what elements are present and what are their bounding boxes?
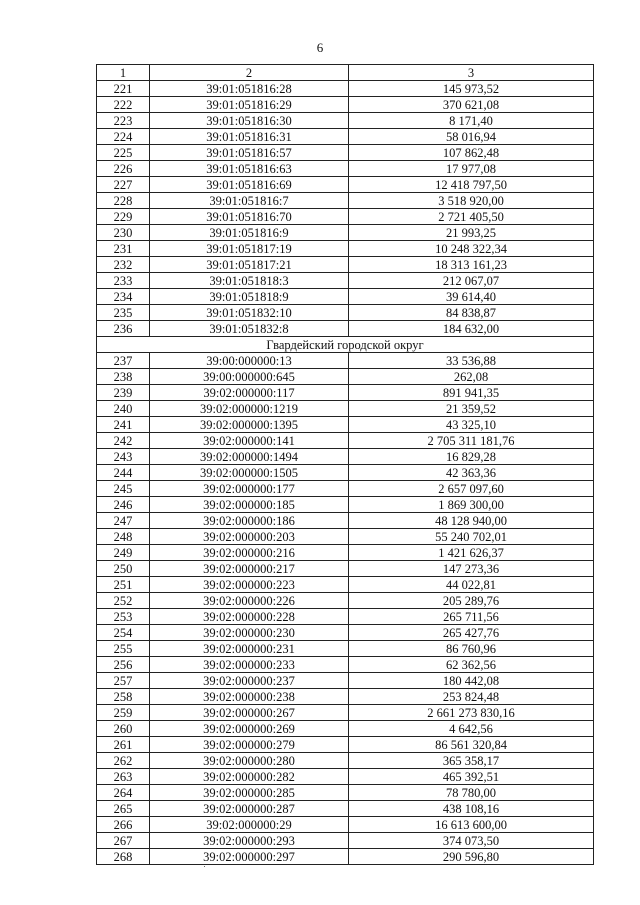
cadastral-number: 39:02:000000:1219 <box>150 401 349 417</box>
cadastral-value: 84 838,87 <box>349 305 594 321</box>
row-number: 250 <box>97 561 150 577</box>
row-number: 258 <box>97 689 150 705</box>
table-row <box>97 625 594 641</box>
row-number: 232 <box>97 257 150 273</box>
cadastral-number: 39:01:051816:29 <box>150 97 349 113</box>
cadastral-number: 39:01:051817:21 <box>150 257 349 273</box>
cadastral-value: 21 359,52 <box>349 401 594 417</box>
cadastral-number: 39:01:051816:7 <box>150 193 349 209</box>
row-number: 234 <box>97 289 150 305</box>
row-number: 248 <box>97 529 150 545</box>
page-number: 6 <box>316 40 324 55</box>
cadastral-value: 465 392,51 <box>349 769 594 785</box>
cadastral-value: 1 421 626,37 <box>349 545 594 561</box>
table-row <box>97 305 594 321</box>
cadastral-number: 39:01:051816:30 <box>150 113 349 129</box>
table-row <box>97 401 594 417</box>
table-row <box>97 721 594 737</box>
section-title: Гвардейский городской округ <box>97 337 594 353</box>
row-number: 236 <box>97 321 150 337</box>
cadastral-value: 39 614,40 <box>349 289 594 305</box>
table-row <box>97 593 594 609</box>
row-number: 226 <box>97 161 150 177</box>
row-number: 263 <box>97 769 150 785</box>
table-row <box>97 417 594 433</box>
table-row <box>97 321 594 337</box>
row-number: 222 <box>97 97 150 113</box>
scan-artifact <box>204 866 205 867</box>
cadastral-number: 39:02:000000:186 <box>150 513 349 529</box>
cadastral-number: 39:02:000000:287 <box>150 801 349 817</box>
cadastral-number: 39:01:051816:28 <box>150 81 349 97</box>
cadastral-number: 39:01:051817:19 <box>150 241 349 257</box>
table-row <box>97 289 594 305</box>
row-number: 235 <box>97 305 150 321</box>
cadastral-value: 21 993,25 <box>349 225 594 241</box>
table-row <box>97 385 594 401</box>
row-number: 257 <box>97 673 150 689</box>
cadastral-number: 39:02:000000:269 <box>150 721 349 737</box>
cadastral-number: 39:02:000000:223 <box>150 577 349 593</box>
cadastral-number: 39:02:000000:216 <box>150 545 349 561</box>
table-row <box>97 225 594 241</box>
cadastral-value: 12 418 797,50 <box>349 177 594 193</box>
table-row <box>97 769 594 785</box>
table-row <box>97 657 594 673</box>
row-number: 246 <box>97 497 150 513</box>
row-number: 242 <box>97 433 150 449</box>
row-number: 261 <box>97 737 150 753</box>
cadastral-number: 39:02:000000:280 <box>150 753 349 769</box>
cadastral-number: 39:02:000000:1395 <box>150 417 349 433</box>
cadastral-value: 438 108,16 <box>349 801 594 817</box>
row-number: 223 <box>97 113 150 129</box>
cadastral-number: 39:02:000000:231 <box>150 641 349 657</box>
cadastral-number: 39:01:051816:63 <box>150 161 349 177</box>
cadastral-number: 39:02:000000:117 <box>150 385 349 401</box>
table-row <box>97 833 594 849</box>
row-number: 239 <box>97 385 150 401</box>
table-row <box>97 353 594 369</box>
table-row <box>97 673 594 689</box>
cadastral-value: 16 829,28 <box>349 449 594 465</box>
row-number: 224 <box>97 129 150 145</box>
cadastral-number: 39:02:000000:228 <box>150 609 349 625</box>
table-row <box>97 577 594 593</box>
row-number: 266 <box>97 817 150 833</box>
row-number: 229 <box>97 209 150 225</box>
table-row <box>97 849 594 865</box>
row-number: 228 <box>97 193 150 209</box>
row-number: 260 <box>97 721 150 737</box>
table-row <box>97 609 594 625</box>
cadastral-number: 39:02:000000:1494 <box>150 449 349 465</box>
cadastral-value: 44 022,81 <box>349 577 594 593</box>
row-number: 221 <box>97 81 150 97</box>
table-row <box>97 129 594 145</box>
column-header-cadastral: 2 <box>150 65 349 81</box>
table-row <box>97 257 594 273</box>
row-number: 233 <box>97 273 150 289</box>
row-number: 241 <box>97 417 150 433</box>
cadastral-number: 39:02:000000:293 <box>150 833 349 849</box>
table-row <box>97 241 594 257</box>
cadastral-number: 39:02:000000:279 <box>150 737 349 753</box>
table-row <box>97 481 594 497</box>
registry-table <box>96 64 594 865</box>
cadastral-number: 39:01:051816:31 <box>150 129 349 145</box>
cadastral-value: 18 313 161,23 <box>349 257 594 273</box>
cadastral-value: 17 977,08 <box>349 161 594 177</box>
row-number: 240 <box>97 401 150 417</box>
row-number: 255 <box>97 641 150 657</box>
table-row <box>97 513 594 529</box>
cadastral-value: 8 171,40 <box>349 113 594 129</box>
cadastral-value: 16 613 600,00 <box>349 817 594 833</box>
table-row <box>97 801 594 817</box>
cadastral-number: 39:02:000000:267 <box>150 705 349 721</box>
table-row <box>97 753 594 769</box>
cadastral-number: 39:02:000000:203 <box>150 529 349 545</box>
cadastral-value: 147 273,36 <box>349 561 594 577</box>
cadastral-value: 184 632,00 <box>349 321 594 337</box>
cadastral-number: 39:02:000000:282 <box>150 769 349 785</box>
cadastral-number: 39:02:000000:297 <box>150 849 349 865</box>
cadastral-value: 107 862,48 <box>349 145 594 161</box>
cadastral-number: 39:02:000000:29 <box>150 817 349 833</box>
cadastral-value: 265 427,76 <box>349 625 594 641</box>
cadastral-value: 290 596,80 <box>349 849 594 865</box>
table-body-first-group <box>97 81 594 337</box>
cadastral-value: 365 358,17 <box>349 753 594 769</box>
cadastral-number: 39:02:000000:285 <box>150 785 349 801</box>
table-row <box>97 81 594 97</box>
cadastral-number: 39:02:000000:230 <box>150 625 349 641</box>
table-row <box>97 545 594 561</box>
table-row <box>97 465 594 481</box>
row-number: 244 <box>97 465 150 481</box>
cadastral-value: 33 536,88 <box>349 353 594 369</box>
cadastral-number: 39:01:051832:10 <box>150 305 349 321</box>
table-header-row <box>97 65 594 81</box>
row-number: 231 <box>97 241 150 257</box>
cadastral-number: 39:02:000000:185 <box>150 497 349 513</box>
cadastral-value: 4 642,56 <box>349 721 594 737</box>
cadastral-value: 42 363,36 <box>349 465 594 481</box>
cadastral-number: 39:02:000000:141 <box>150 433 349 449</box>
cadastral-number: 39:01:051832:8 <box>150 321 349 337</box>
table-row <box>97 449 594 465</box>
cadastral-value: 3 518 920,00 <box>349 193 594 209</box>
cadastral-value: 78 780,00 <box>349 785 594 801</box>
table-row <box>97 369 594 385</box>
cadastral-value: 2 721 405,50 <box>349 209 594 225</box>
row-number: 249 <box>97 545 150 561</box>
table-row <box>97 113 594 129</box>
row-number: 268 <box>97 849 150 865</box>
column-header-value: 3 <box>349 65 594 81</box>
cadastral-value: 10 248 322,34 <box>349 241 594 257</box>
table-row <box>97 177 594 193</box>
cadastral-value: 1 869 300,00 <box>349 497 594 513</box>
cadastral-value: 212 067,07 <box>349 273 594 289</box>
row-number: 259 <box>97 705 150 721</box>
cadastral-value: 370 621,08 <box>349 97 594 113</box>
cadastral-number: 39:01:051818:3 <box>150 273 349 289</box>
cadastral-value: 180 442,08 <box>349 673 594 689</box>
table-row <box>97 209 594 225</box>
cadastral-number: 39:01:051816:9 <box>150 225 349 241</box>
row-number: 243 <box>97 449 150 465</box>
row-number: 253 <box>97 609 150 625</box>
table-row <box>97 193 594 209</box>
table-body-second-group <box>97 353 594 865</box>
row-number: 256 <box>97 657 150 673</box>
cadastral-value: 265 711,56 <box>349 609 594 625</box>
cadastral-value: 55 240 702,01 <box>349 529 594 545</box>
cadastral-value: 86 561 320,84 <box>349 737 594 753</box>
row-number: 245 <box>97 481 150 497</box>
cadastral-value: 374 073,50 <box>349 833 594 849</box>
cadastral-number: 39:01:051816:57 <box>150 145 349 161</box>
cadastral-value: 145 973,52 <box>349 81 594 97</box>
row-number: 238 <box>97 369 150 385</box>
cadastral-value: 2 661 273 830,16 <box>349 705 594 721</box>
table-row <box>97 785 594 801</box>
cadastral-value: 205 289,76 <box>349 593 594 609</box>
cadastral-number: 39:00:000000:645 <box>150 369 349 385</box>
cadastral-value: 2 705 311 181,76 <box>349 433 594 449</box>
row-number: 247 <box>97 513 150 529</box>
cadastral-value: 253 824,48 <box>349 689 594 705</box>
table-row <box>97 737 594 753</box>
table-row <box>97 705 594 721</box>
cadastral-value: 891 941,35 <box>349 385 594 401</box>
table-row <box>97 817 594 833</box>
row-number: 254 <box>97 625 150 641</box>
table-row <box>97 161 594 177</box>
table-row <box>97 529 594 545</box>
table-row <box>97 273 594 289</box>
table-row <box>97 561 594 577</box>
cadastral-number: 39:02:000000:238 <box>150 689 349 705</box>
cadastral-value: 48 128 940,00 <box>349 513 594 529</box>
cadastral-number: 39:01:051818:9 <box>150 289 349 305</box>
cadastral-value: 58 016,94 <box>349 129 594 145</box>
table-row <box>97 433 594 449</box>
cadastral-number: 39:02:000000:237 <box>150 673 349 689</box>
row-number: 227 <box>97 177 150 193</box>
cadastral-value: 62 362,56 <box>349 657 594 673</box>
row-number: 251 <box>97 577 150 593</box>
row-number: 265 <box>97 801 150 817</box>
cadastral-number: 39:02:000000:217 <box>150 561 349 577</box>
cadastral-number: 39:02:000000:177 <box>150 481 349 497</box>
table-row <box>97 497 594 513</box>
table-row <box>97 145 594 161</box>
row-number: 230 <box>97 225 150 241</box>
table-row <box>97 689 594 705</box>
cadastral-value: 43 325,10 <box>349 417 594 433</box>
row-number: 262 <box>97 753 150 769</box>
table-row <box>97 641 594 657</box>
section-row <box>97 337 594 353</box>
row-number: 225 <box>97 145 150 161</box>
cadastral-number: 39:02:000000:1505 <box>150 465 349 481</box>
cadastral-number: 39:00:000000:13 <box>150 353 349 369</box>
row-number: 264 <box>97 785 150 801</box>
cadastral-number: 39:01:051816:70 <box>150 209 349 225</box>
table-row <box>97 97 594 113</box>
row-number: 252 <box>97 593 150 609</box>
cadastral-number: 39:02:000000:233 <box>150 657 349 673</box>
column-header-number: 1 <box>97 65 150 81</box>
row-number: 267 <box>97 833 150 849</box>
cadastral-number: 39:02:000000:226 <box>150 593 349 609</box>
cadastral-number: 39:01:051816:69 <box>150 177 349 193</box>
cadastral-value: 2 657 097,60 <box>349 481 594 497</box>
cadastral-value: 86 760,96 <box>349 641 594 657</box>
cadastral-value: 262,08 <box>349 369 594 385</box>
row-number: 237 <box>97 353 150 369</box>
